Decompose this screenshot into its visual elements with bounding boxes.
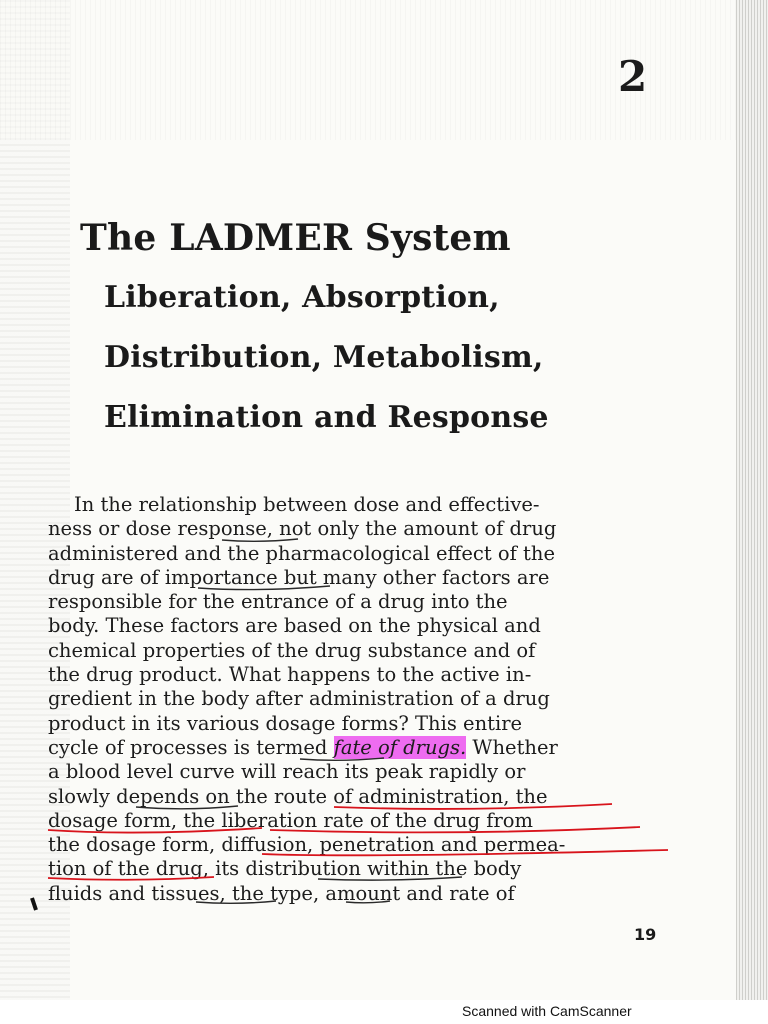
- underline-depends: [136, 806, 238, 809]
- underline-termed: [300, 758, 384, 760]
- underline-tissues: [196, 901, 276, 903]
- body-line-end: Whether: [466, 735, 558, 759]
- scanner-watermark: Scanned with CamScanner: [462, 1003, 632, 1019]
- body-line: dosage form, the liberation rate of the drug from: [48, 808, 534, 832]
- underline-type: [346, 901, 390, 903]
- title-line-2: Liberation, Absorption,: [104, 280, 500, 315]
- title-line-1: The LADMER System: [80, 217, 511, 259]
- margin-ink-mark: [32, 898, 36, 910]
- chapter-number: 2: [618, 52, 648, 101]
- body-line-start: cycle of processes is termed: [48, 735, 334, 759]
- body-line: the dosage form, diffusion, penetration and permea-: [48, 833, 566, 857]
- body-line: drug are of importance but many other factors are: [48, 565, 550, 589]
- title-line-3: Distribution, Metabolism,: [104, 340, 544, 375]
- underline-diffusion: [262, 850, 668, 855]
- underline-permeation: [48, 877, 214, 880]
- underline-response: [222, 539, 298, 541]
- body-line: ness or dose response, not only the amount of drug: [48, 517, 557, 541]
- body-line: administered and the pharmacological effect of the: [48, 541, 555, 565]
- body-line: fluids and tissues, the type, amount and rate of: [48, 881, 515, 905]
- page-number: 19: [634, 925, 657, 944]
- body-line: tion of the drug, its distribution within the body: [48, 857, 522, 881]
- body-line: In the relationship between dose and effective-: [74, 493, 540, 516]
- underline-liberation: [270, 827, 640, 832]
- underline-importance: [198, 586, 330, 590]
- body-line: the drug product. What happens to the active in-: [48, 663, 532, 687]
- title-line-4: Elimination and Response: [104, 400, 549, 435]
- underline-route: [334, 804, 612, 809]
- body-line: body. These factors are based on the physical and: [48, 614, 541, 638]
- underline-distribution: [318, 877, 462, 880]
- underline-dosage-form: [48, 828, 262, 833]
- bottom-strip: [0, 1000, 768, 1024]
- body-line: responsible for the entrance of a drug into the: [48, 590, 508, 614]
- body-line: gredient in the body after administration of a drug: [48, 687, 550, 711]
- body-line: slowly depends on the route of administration, the: [48, 784, 548, 808]
- body-line: chemical properties of the drug substance and of: [48, 638, 536, 662]
- body-line: a blood level curve will reach its peak rapidly or: [48, 760, 526, 784]
- highlighted-phrase: fate of drugs.: [333, 735, 467, 759]
- body-line: product in its various dosage forms? This entire: [48, 711, 523, 735]
